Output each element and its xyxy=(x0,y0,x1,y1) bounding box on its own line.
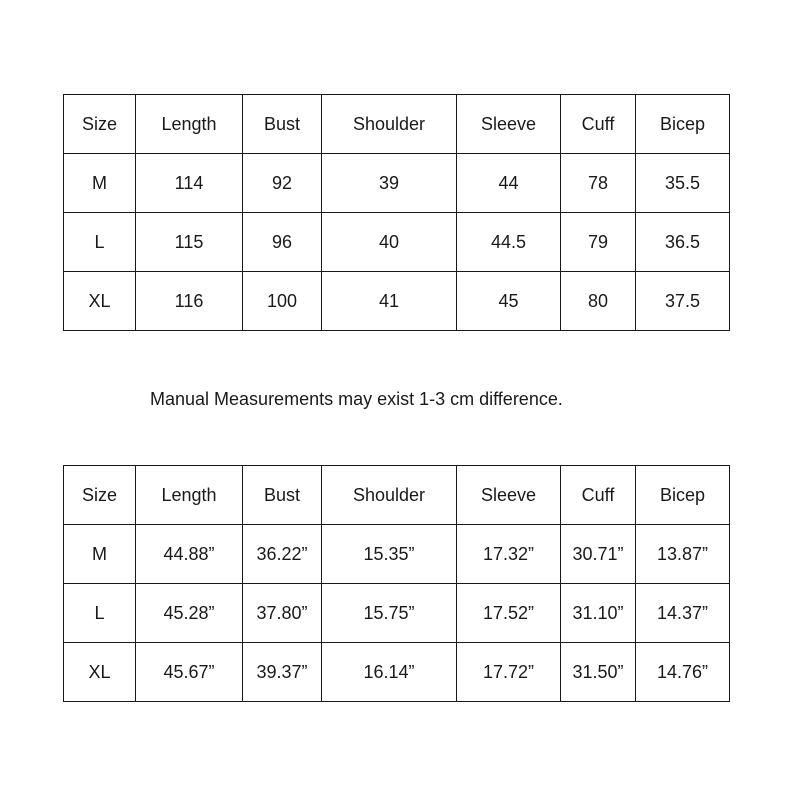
header-length: Length xyxy=(136,95,243,154)
cell-cuff: 31.10” xyxy=(561,584,636,643)
cell-cuff: 79 xyxy=(561,213,636,272)
cell-size: L xyxy=(64,584,136,643)
header-size: Size xyxy=(64,95,136,154)
table-row xyxy=(64,272,730,331)
cell-length: 116 xyxy=(136,272,243,331)
cell-length: 45.67” xyxy=(136,643,243,702)
header-bicep: Bicep xyxy=(636,95,730,154)
cell-bicep: 35.5 xyxy=(636,154,730,213)
header-shoulder: Shoulder xyxy=(322,95,457,154)
header-shoulder: Shoulder xyxy=(322,466,457,525)
cell-cuff: 78 xyxy=(561,154,636,213)
cell-size: M xyxy=(64,525,136,584)
cell-sleeve: 44 xyxy=(457,154,561,213)
size-chart-inches xyxy=(63,465,730,702)
table-row xyxy=(64,154,730,213)
cell-bust: 36.22” xyxy=(243,525,322,584)
header-cuff: Cuff xyxy=(561,466,636,525)
header-length: Length xyxy=(136,466,243,525)
cell-bust: 39.37” xyxy=(243,643,322,702)
measurement-note: Manual Measurements may exist 1-3 cm difference. xyxy=(150,389,563,409)
header-row xyxy=(64,95,730,154)
header-bust: Bust xyxy=(243,466,322,525)
cell-size: L xyxy=(64,213,136,272)
cell-size: M xyxy=(64,154,136,213)
cell-length: 115 xyxy=(136,213,243,272)
header-bust: Bust xyxy=(243,95,322,154)
cell-bust: 37.80” xyxy=(243,584,322,643)
size-chart-cm xyxy=(63,94,730,331)
cell-size: XL xyxy=(64,643,136,702)
cell-bust: 96 xyxy=(243,213,322,272)
cell-length: 44.88” xyxy=(136,525,243,584)
cell-cuff: 30.71” xyxy=(561,525,636,584)
cell-size: XL xyxy=(64,272,136,331)
cell-bicep: 13.87” xyxy=(636,525,730,584)
table-row xyxy=(64,643,730,702)
header-size: Size xyxy=(64,466,136,525)
cell-bicep: 37.5 xyxy=(636,272,730,331)
cell-length: 45.28” xyxy=(136,584,243,643)
cell-bust: 92 xyxy=(243,154,322,213)
header-bicep: Bicep xyxy=(636,466,730,525)
cell-shoulder: 41 xyxy=(322,272,457,331)
cell-sleeve: 17.32” xyxy=(457,525,561,584)
cell-length: 114 xyxy=(136,154,243,213)
header-sleeve: Sleeve xyxy=(457,95,561,154)
cell-sleeve: 44.5 xyxy=(457,213,561,272)
cell-sleeve: 17.52” xyxy=(457,584,561,643)
cell-sleeve: 17.72” xyxy=(457,643,561,702)
cell-sleeve: 45 xyxy=(457,272,561,331)
header-cuff: Cuff xyxy=(561,95,636,154)
cell-shoulder: 15.35” xyxy=(322,525,457,584)
table-row xyxy=(64,213,730,272)
header-sleeve: Sleeve xyxy=(457,466,561,525)
header-row xyxy=(64,466,730,525)
cell-shoulder: 39 xyxy=(322,154,457,213)
cell-shoulder: 15.75” xyxy=(322,584,457,643)
table-row xyxy=(64,525,730,584)
cell-bicep: 14.76” xyxy=(636,643,730,702)
cell-cuff: 80 xyxy=(561,272,636,331)
cell-bicep: 36.5 xyxy=(636,213,730,272)
cell-shoulder: 40 xyxy=(322,213,457,272)
cell-bicep: 14.37” xyxy=(636,584,730,643)
cell-shoulder: 16.14” xyxy=(322,643,457,702)
cell-cuff: 31.50” xyxy=(561,643,636,702)
cell-bust: 100 xyxy=(243,272,322,331)
table-row xyxy=(64,584,730,643)
